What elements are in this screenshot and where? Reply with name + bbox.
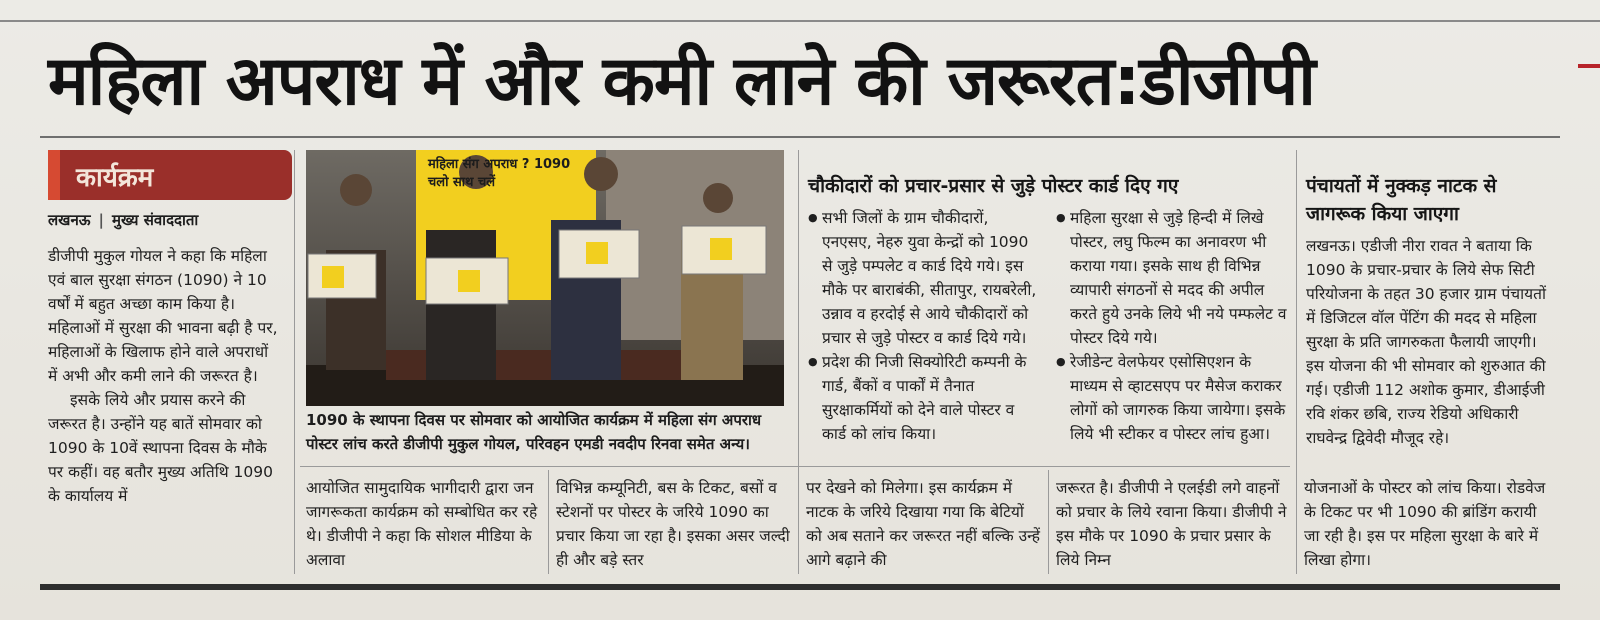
sidebar-one-right: [1056, 206, 1288, 446]
headline: महिला अपराध में और कमी लाने की जरूरत:डीजीपी: [48, 42, 1315, 121]
footer-rule: [40, 584, 1560, 590]
top-rule: [0, 0, 1600, 22]
sidebar-one-bullet: ● प्रदेश की निजी सिक्योरिटी कम्पनी के गार्ड, बैंकों व पार्कों में तैनात सुरक्षाकर्मियों को देने वाले पोस्टर व कार्ड को लांच किया।: [808, 350, 1040, 446]
sidebar-two-heading: पंचायतों में नुक्कड़ नाटक से जागरूक किया जाएगा: [1306, 175, 1497, 225]
sidebar-one-heading: चौकीदारों को प्रचार-प्रसार से जुड़े पोस्टर कार्ड दिए गए: [808, 175, 1179, 197]
sidebar-one-bullet: ● महिला सुरक्षा से जुड़े हिन्दी में लिखे पोस्टर, लघु फिल्म का अनावरण भी कराया गया। इसके साथ ही विभिन्न व्यापारी संगठनों से मदद की अपील करते हुये उनके लिये भी नये पम्फलेट व पोस्टर दिये गये।: [1056, 206, 1288, 350]
sidebar-two-body: लखनऊ। एडीजी नीरा रावत ने बताया कि 1090 के प्रचार-प्रचार के लिये सेफ सिटी परियोजना के तहत 30 हजार ग्राम पंचायतों में डिजिटल वॉल पेंटिंग की मदद से महिला सुरक्षा के प्रति जागरुकता फैलायी जाएगी। इस योजना की भी सोमवार को शुरुआत की गई। एडीजी 112 अशोक कुमार, डीआईजी रवि शंकर छबि, राज्य रेडियो अधिकारी राघवेन्द्र द्विवेदी मौजूद रहे।: [1306, 237, 1546, 447]
byline: लखनऊ | मुख्य संवाददाता: [48, 211, 199, 229]
photo-banner-text: महिला संग अपराध ? 1090 चलो साथ चलें: [428, 157, 571, 190]
section-label: [48, 150, 292, 200]
body-column-4: पर देखने को मिलेगा। इस कार्यक्रम में नाटक के जरिये दिखाया गया कि बेटियों को अब सताने कर जरूरत नहीं बल्कि उन्हें आगे बढ़ाने की: [806, 479, 1040, 569]
byline-place: लखनऊ: [48, 211, 91, 229]
sidebar-one-bullet: ● सभी जिलों के ग्राम चौकीदारों, एनएसए, नेहरु युवा केन्द्रों को 1090 से जुड़े पम्पलेट व कार्ड दिये गये। इस मौके पर बाराबंकी, सीतापुर, रायबरेली, उन्नाव व हरदोई से आये चौकीदारों को प्रचार से जुड़े पोस्टर व कार्ड दिये गये।: [808, 206, 1040, 350]
byline-reporter: मुख्य संवाददाता: [112, 211, 199, 229]
lead-column: [48, 244, 280, 508]
edge-marker: [1578, 64, 1600, 68]
photo-caption: 1090 के स्थापना दिवस पर सोमवार को आयोजित कार्यक्रम में महिला संग अपराध पोस्टर लांच करते डीजीपी मुकुल गोयल, परिवहन एमडी नवदीप रिनवा समेत अन्य।: [306, 411, 762, 453]
headline-rule: [40, 136, 1560, 138]
lead-paragraph-1: डीजीपी मुकुल गोयल ने कहा कि महिला एवं बाल सुरक्षा संगठन (1090) ने 10 वर्षों में बहुत अच्छा काम किया है। महिलाओं में सुरक्षा की भावना बढ़ी है पर, महिलाओं के खिलाफ होने वाले अपराधों में अभी और कमी लाने की जरूरत है।: [48, 247, 278, 385]
body-column-5: जरूरत है। डीजीपी ने एलईडी लगे वाहनों को प्रचार के लिये रवाना किया। डीजीपी ने इस मौके पर 1090 के प्रचार प्रसार के लिये निम्न: [1056, 479, 1287, 569]
body-column-6: योजनाओं के पोस्टर को लांच किया। रोडवेज के टिकट पर भी 1090 की ब्रांडिंग करायी जा रही है। इस पर महिला सुरक्षा के बारे में लिखा होगा।: [1304, 479, 1546, 569]
event-photo: [306, 150, 784, 406]
section-label-text: कार्यक्रम: [76, 163, 154, 193]
body-column-2: आयोजित सामुदायिक भागीदारी द्वारा जन जागरूकता कार्यक्रम को सम्बोधित कर रहे थे। डीजीपी ने कहा कि सोशल मीडिया के अलावा: [306, 479, 538, 569]
lead-paragraph-2: इसके लिये और प्रयास करने की जरूरत है। उन्होंने यह बातें सोमवार को 1090 के 10वें स्थापना दिवस के मौके पर कहीं। वह बतौर मुख्य अतिथि 1090 के कार्यालय में: [48, 391, 274, 505]
sidebar-one-bullet: ● रेजीडेन्ट वेलफेयर एसोसिएशन के माध्यम से व्हाटसएप पर मैसेज कराकर लोगों को जागरुक किया जायेगा। इसके लिये भी स्टीकर व पोस्टर लांच हुआ।: [1056, 350, 1288, 446]
sidebar-one-left: [808, 206, 1040, 446]
body-column-3: विभिन्न कम्यूनिटी, बस के टिकट, बसों व स्टेशनों पर पोस्टर के जरिये 1090 का प्रचार किया जा रहा है। इसका असर जल्दी ही और बड़े स्तर: [556, 479, 790, 569]
